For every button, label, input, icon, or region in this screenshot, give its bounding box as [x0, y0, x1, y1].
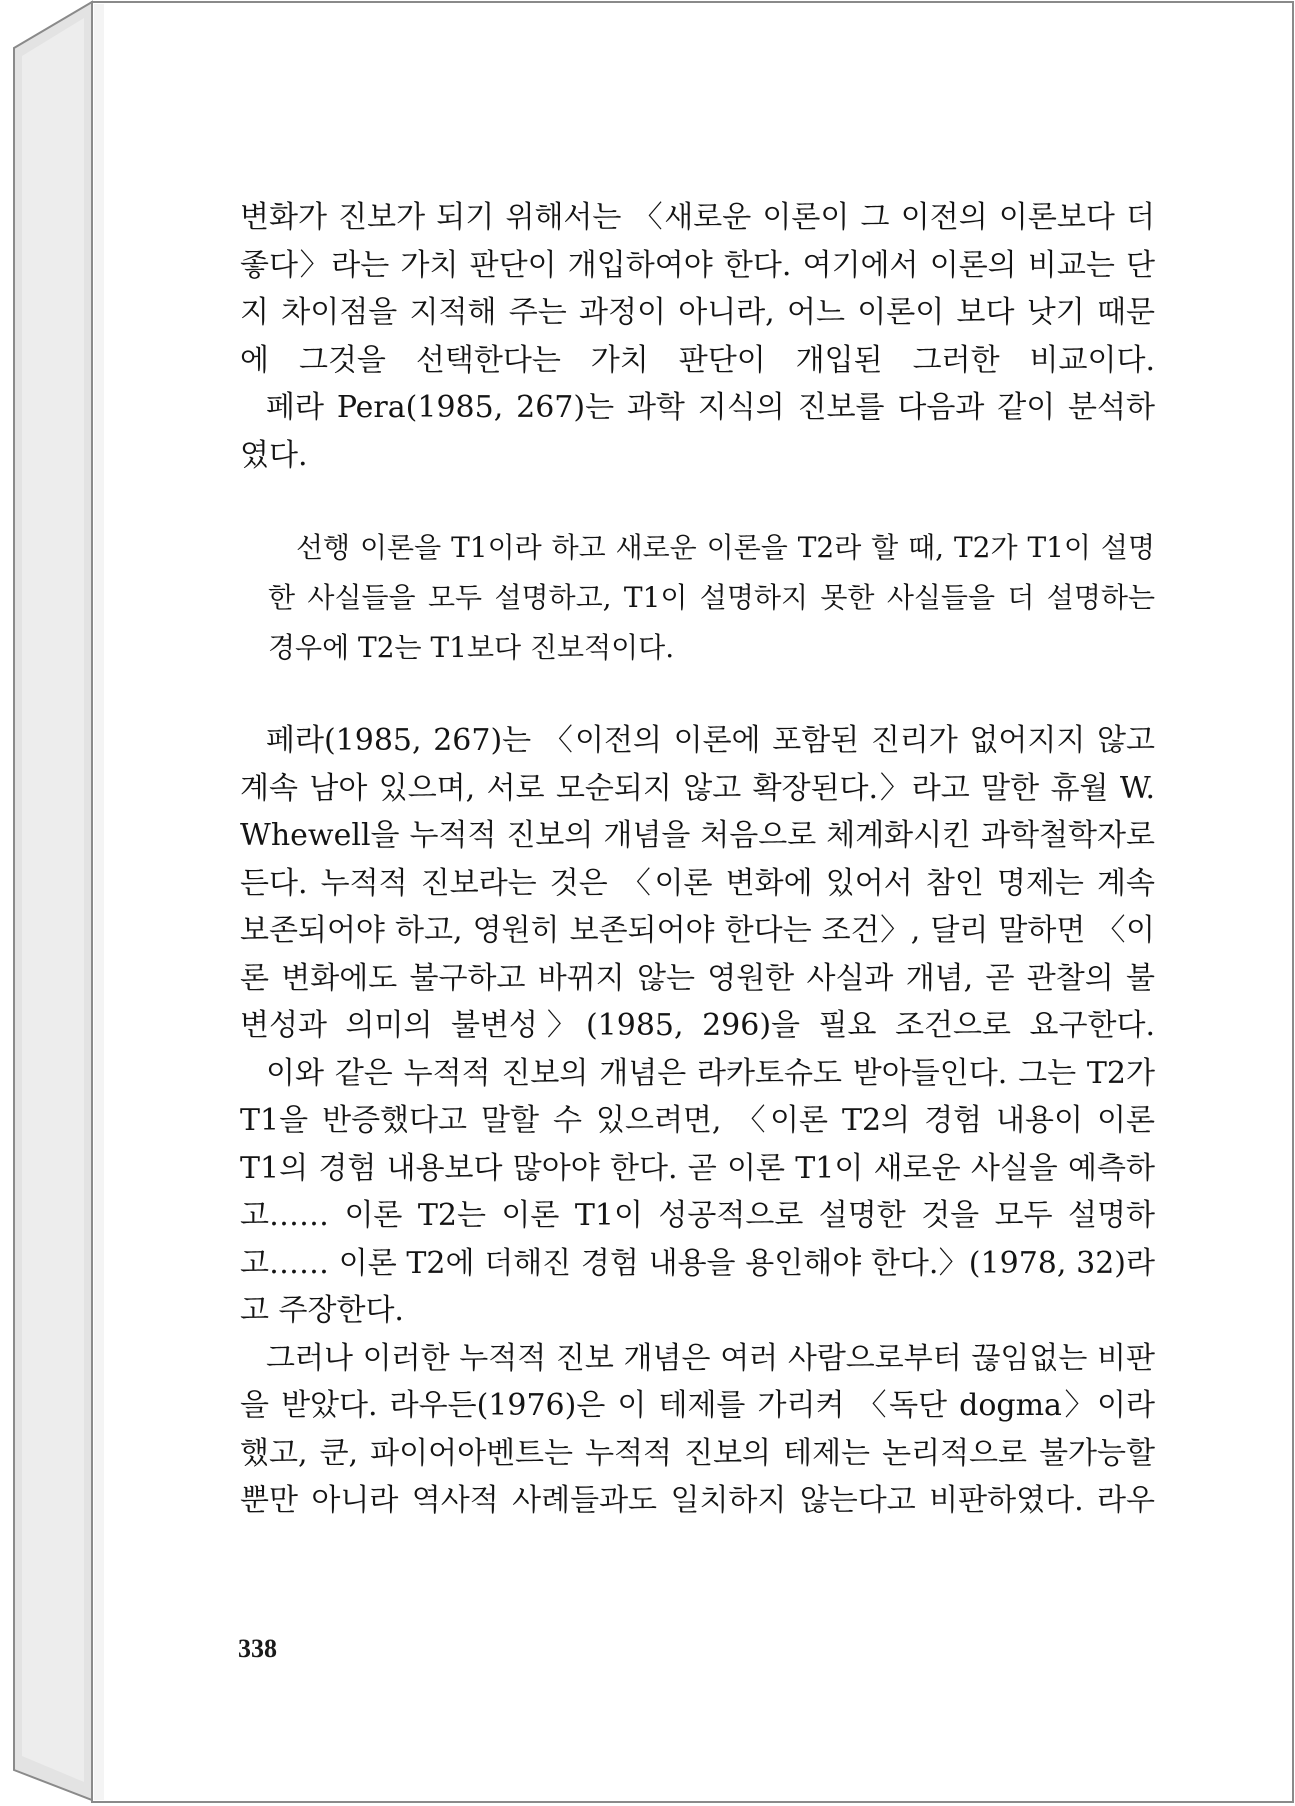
paragraph-2: 페라 Pera(1985, 267)는 과학 지식의 진보를 다음과 같이 분석하였다.: [240, 390, 1155, 473]
paragraph-3: 페라(1985, 267)는 〈이전의 이론에 포함된 진리가 없어지지 않고 계속 남아 있으며, 서로 모순되지 않고 확장된다.〉라고 말한 휴월 W. Whewell을 누적적 진보의 개념을 처음으로 체계화시킨 과학철학자로 든다. 누적적 진보라는 것은 〈이론 변화에 있어서 참인 명제는 계속 보존되어야 하고, 영원히 보존되어야 한다는 조건〉, 달리 말하면 〈이론 변화에도 불구하고 바뀌지 않는 영원한 사실과 개념, 곧 관찰의 불변성과 의미의 불변성〉(1985, 296)을 필요 조건으로 요구한다.: [240, 723, 1155, 1043]
block-quote: 선행 이론을 T1이라 하고 새로운 이론을 T2라 할 때, T2가 T1이 설명한 사실들을 모두 설명하고, T1이 설명하지 못한 사실들을 더 설명하는 경우에 T2는 T1보다 진보적이다.: [268, 531, 1155, 664]
page-body: [240, 194, 1155, 1525]
paragraph-4: 이와 같은 누적적 진보의 개념은 라카토슈도 받아들인다. 그는 T2가 T1을 반증했다고 말할 수 있으려면, 〈이론 T2의 경험 내용이 이론 T1의 경험 내용보다 많아야 한다. 곧 이론 T1이 새로운 사실을 예측하고…… 이론 T2는 이론 T1이 성공적으로 설명한 것을 모두 설명하고…… 이론 T2에 더해진 경험 내용을 용인해야 한다.〉(1978, 32)라고 주장한다.: [240, 1055, 1155, 1328]
paragraph-5: 그러나 이러한 누적적 진보 개념은 여러 사람으로부터 끊임없는 비판을 받았다. 라우든(1976)은 이 테제를 가리켜 〈독단 dogma〉이라 했고, 쿤, 파이어아벤트는 누적적 진보의 테제는 논리적으로 불가능할 뿐만 아니라 역사적 사례들과도 일치하지 않는다고 비판하였다. 라우: [240, 1340, 1155, 1518]
paragraph-1: 변화가 진보가 되기 위해서는 〈새로운 이론이 그 이전의 이론보다 더 좋다〉라는 가치 판단이 개입하여야 한다. 여기에서 이론의 비교는 단지 차이점을 지적해 주는 과정이 아니라, 어느 이론이 보다 낫기 때문에 그것을 선택한다는 가치 판단이 개입된 그러한 비교이다.: [240, 200, 1155, 378]
page-number: 338: [238, 1634, 277, 1663]
